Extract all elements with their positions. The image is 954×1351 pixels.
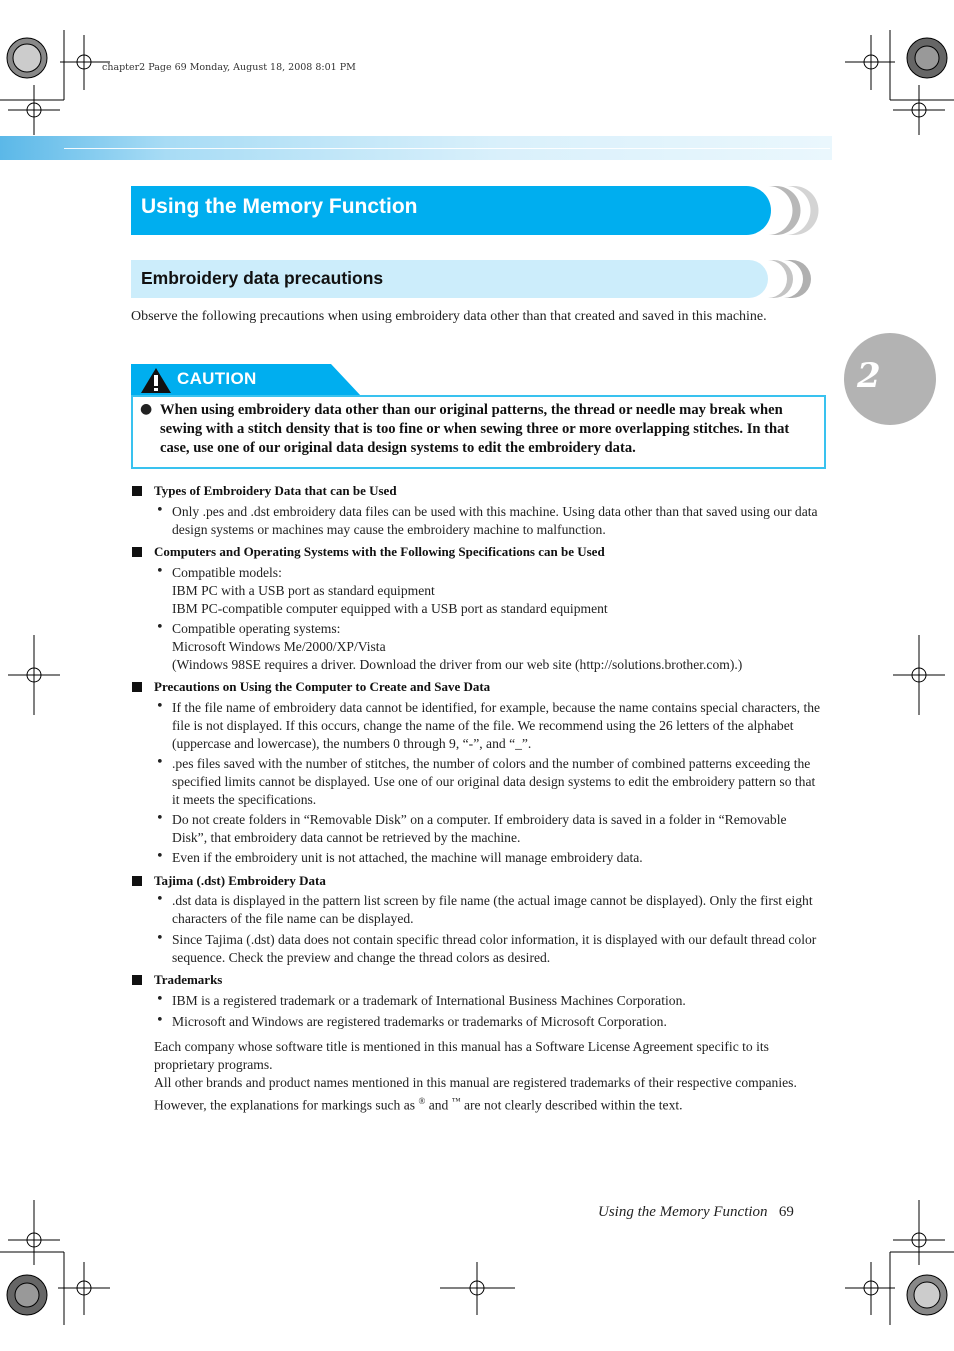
section-heading: Types of Embroidery Data that can be Used: [154, 483, 397, 498]
list-item: Compatible operating systems: Microsoft Windows Me/2000/XP/Vista (Windows 98SE requires a driver. Download the driver from our web site (http://solutions.brother.com).): [172, 621, 743, 672]
list-item: .dst data is displayed in the pattern list screen by file name (the actual image cannot be displayed). Only the first eight characters of the file name can be displayed.: [172, 893, 813, 926]
bullet-icon: •: [156, 620, 164, 635]
list-item: Do not create folders in “Removable Disk” on a computer. If embroidery data is saved in a folder in “Removable Disk”, that embroidery data cannot be retrieved by the machine.: [172, 812, 787, 845]
registered-mark: ®: [418, 1096, 426, 1106]
section-heading: Precautions on Using the Computer to Create and Save Data: [154, 679, 491, 694]
list-item: Even if the embroidery unit is not attached, the machine will manage embroidery data.: [172, 850, 643, 865]
print-info: chapter2 Page 69 Monday, August 18, 2008 8:01 PM: [102, 62, 356, 73]
list-item: IBM is a registered trademark or a trademark of International Business Machines Corporation.: [172, 993, 686, 1008]
bullet-icon: •: [156, 811, 164, 826]
caution-bullet-icon: ●: [140, 401, 153, 417]
page-footer: [598, 1204, 794, 1221]
list-item: .pes files saved with the number of stitches, the number of colors and the number of combined patterns exceeding the specified limits cannot be displayed. Use one of our original data design systems to edit the embroidery pattern so that it meets the specifications.: [172, 756, 816, 807]
section-marker-icon: [132, 682, 142, 692]
chapter-number: 2: [857, 356, 881, 396]
closing-text: All other brands and product names mentioned in this manual are registered trademarks of their respective companies. However, the explanations for markings such as: [154, 1075, 797, 1113]
list-item: Compatible models: IBM PC with a USB port as standard equipment IBM PC-compatible computer equipped with a USB port as standard equipment: [172, 565, 608, 616]
list-item: Microsoft and Windows are registered trademarks or trademarks of Microsoft Corporation.: [172, 1014, 667, 1029]
closing-paragraph: Each company whose software title is mentioned in this manual has a Software License Agreement specific to its proprietary programs.: [154, 1039, 769, 1072]
caution-label: CAUTION: [177, 369, 257, 388]
warning-icon: [140, 367, 172, 394]
section-heading: Trademarks: [154, 972, 223, 987]
page-title: Using the Memory Function: [141, 195, 418, 218]
bullet-icon: •: [156, 564, 164, 579]
section-title: Embroidery data precautions: [141, 268, 384, 288]
trademark-mark: ™: [451, 1096, 461, 1106]
bullet-icon: •: [156, 699, 164, 714]
intro-paragraph: Observe the following precautions when using embroidery data other than that created and saved in this machine.: [131, 309, 767, 324]
section-marker-icon: [132, 547, 142, 557]
header-divider: [64, 148, 830, 149]
list-item: Since Tajima (.dst) data does not contain specific thread color information, it is displayed with our default thread color sequence. Check the preview and change the thread colors as desired.: [172, 932, 817, 965]
section-marker-icon: [132, 486, 142, 496]
section-marker-icon: [132, 876, 142, 886]
section-heading: Computers and Operating Systems with the Following Specifications can be Used: [154, 544, 605, 559]
caution-text: When using embroidery data other than our original patterns, the thread or needle may break when sewing with a stitch density that is too fine or when sewing three or more overlapping stitches. In that case, use one of our original data design systems to edit the embroidery data.: [160, 402, 790, 456]
bullet-icon: •: [156, 755, 164, 770]
subheading-tab-decoration: [768, 260, 818, 298]
closing-text-end: are not clearly described within the text.: [464, 1097, 683, 1113]
footer-title: Using the Memory Function: [598, 1204, 768, 1220]
page-number: 69: [778, 1204, 794, 1220]
bullet-icon: •: [156, 931, 164, 946]
list-item: If the file name of embroidery data cannot be identified, for example, because the name contains special characters, the file is not displayed. If this occurs, change the name of the file. We recommend using the 26 letters of the alphabet (uppercase and lowercase), the numbers 0 through 9, “-”, and “_”.: [172, 700, 821, 751]
bullet-icon: •: [156, 1013, 164, 1028]
section-heading: Tajima (.dst) Embroidery Data: [154, 873, 326, 888]
bullet-icon: •: [156, 849, 164, 864]
closing-paragraph-trademarks: [154, 1074, 829, 1115]
bullet-icon: •: [156, 503, 164, 518]
bullet-icon: •: [156, 992, 164, 1007]
section-marker-icon: [132, 975, 142, 985]
bullet-icon: •: [156, 892, 164, 907]
heading-tab-decoration: [768, 186, 820, 235]
closing-text-and: and: [428, 1097, 449, 1113]
list-item: Only .pes and .dst embroidery data files can be used with this machine. Using data other than that saved using our data design systems or machines may cause the embroidery machine to malfunction.: [172, 504, 818, 537]
